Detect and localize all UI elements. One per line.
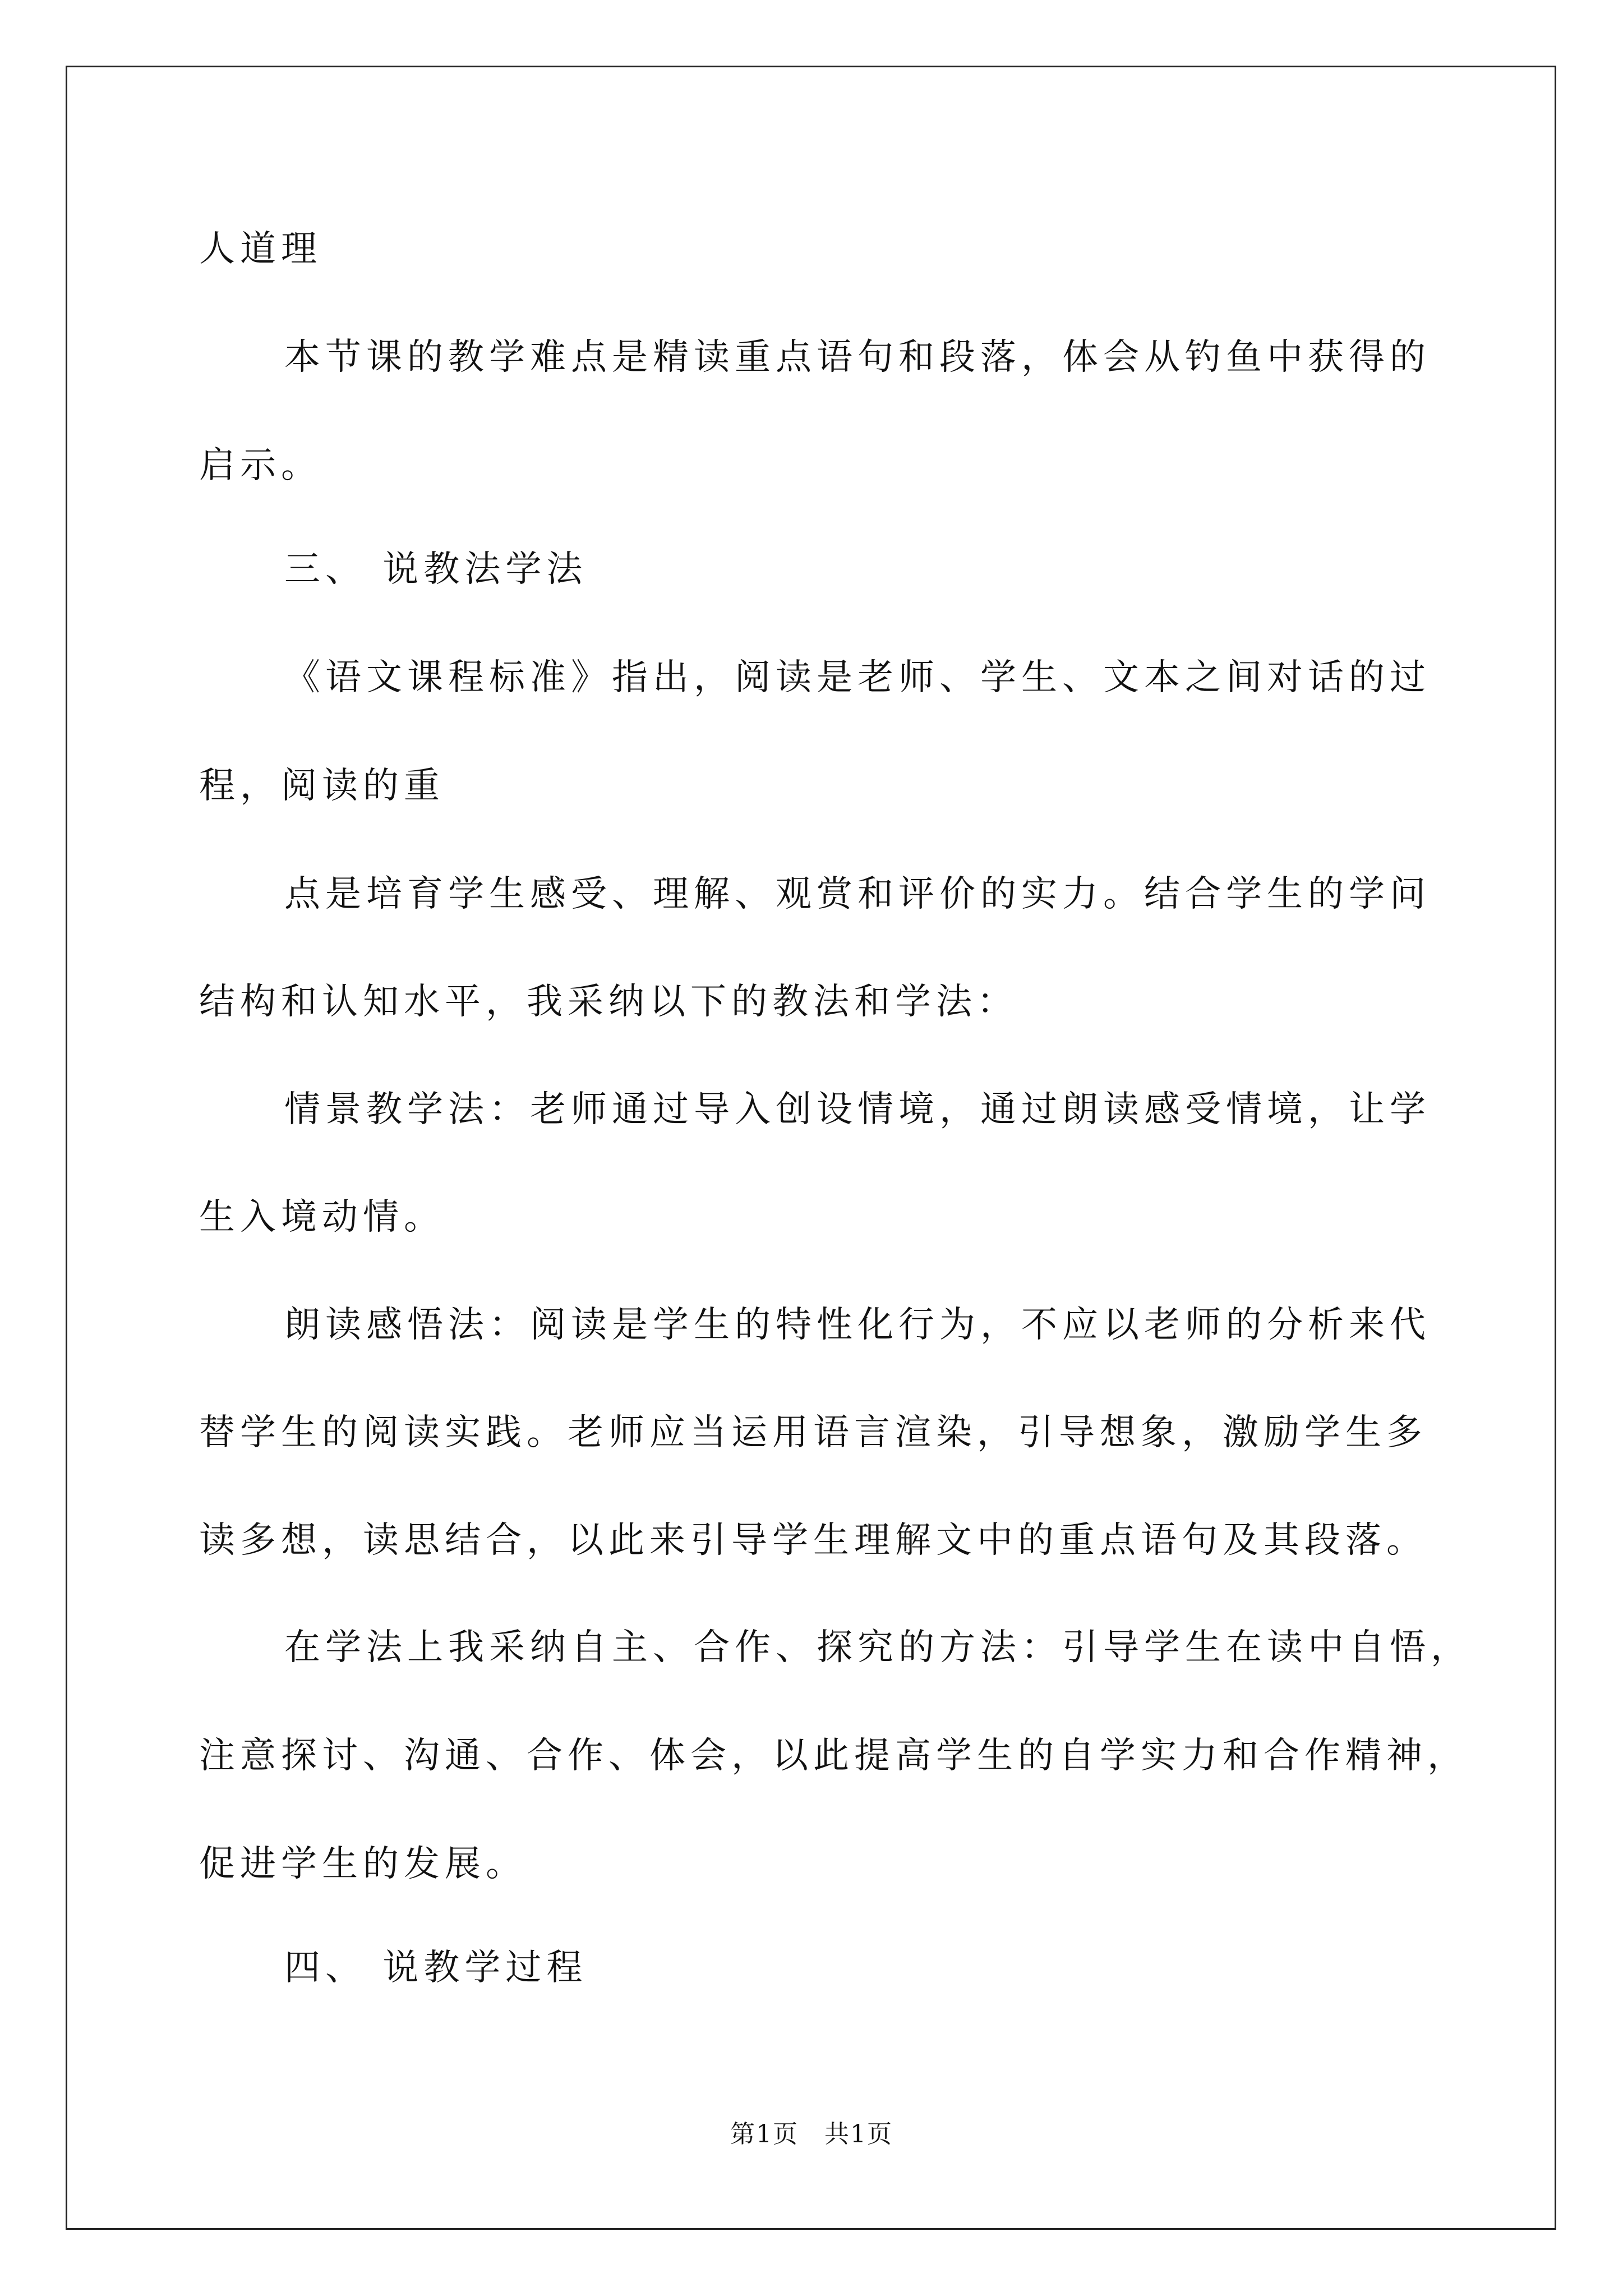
- text-line: 在学法上我采纳自主、合作、探究的方法：引导学生在读中自悟，: [284, 1627, 1472, 1668]
- section-heading: 四、 说教学过程: [284, 1947, 588, 1989]
- page-footer: 第1页 共1页: [730, 2120, 893, 2148]
- text-line: 替学生的阅读实践。老师应当运用语言渲染，引导想象，激励学生多: [199, 1412, 1427, 1453]
- section-heading: 三、 说教法学法: [284, 549, 588, 590]
- text-line: 情景教学法：老师通过导入创设情境，通过朗读感受情境，让学: [284, 1089, 1431, 1130]
- text-line: 结构和认知水平，我采纳以下的教法和学法：: [199, 981, 1018, 1023]
- text-line: 启示。: [199, 445, 322, 486]
- text-line: 朗读感悟法：阅读是学生的特性化行为，不应以老师的分析来代: [284, 1304, 1431, 1346]
- text-line: 促进学生的发展。: [199, 1843, 527, 1885]
- text-line: 点是培育学生感受、理解、观赏和评价的实力。结合学生的学问: [284, 873, 1431, 915]
- page-border: [66, 66, 1556, 2230]
- text-line: 本节课的教学难点是精读重点语句和段落，体会从钓鱼中获得的: [284, 337, 1431, 378]
- text-line: 生入境动情。: [199, 1197, 445, 1238]
- text-line: 人道理: [199, 228, 322, 270]
- text-line: 程，阅读的重: [199, 765, 445, 807]
- text-line: 读多想，读思结合，以此来引导学生理解文中的重点语句及其段落。: [199, 1520, 1427, 1561]
- text-line: 注意探讨、沟通、合作、体会，以此提高学生的自学实力和合作精神，: [199, 1735, 1468, 1777]
- text-line: 《语文课程标准》指出，阅读是老师、学生、文本之间对话的过: [284, 657, 1431, 698]
